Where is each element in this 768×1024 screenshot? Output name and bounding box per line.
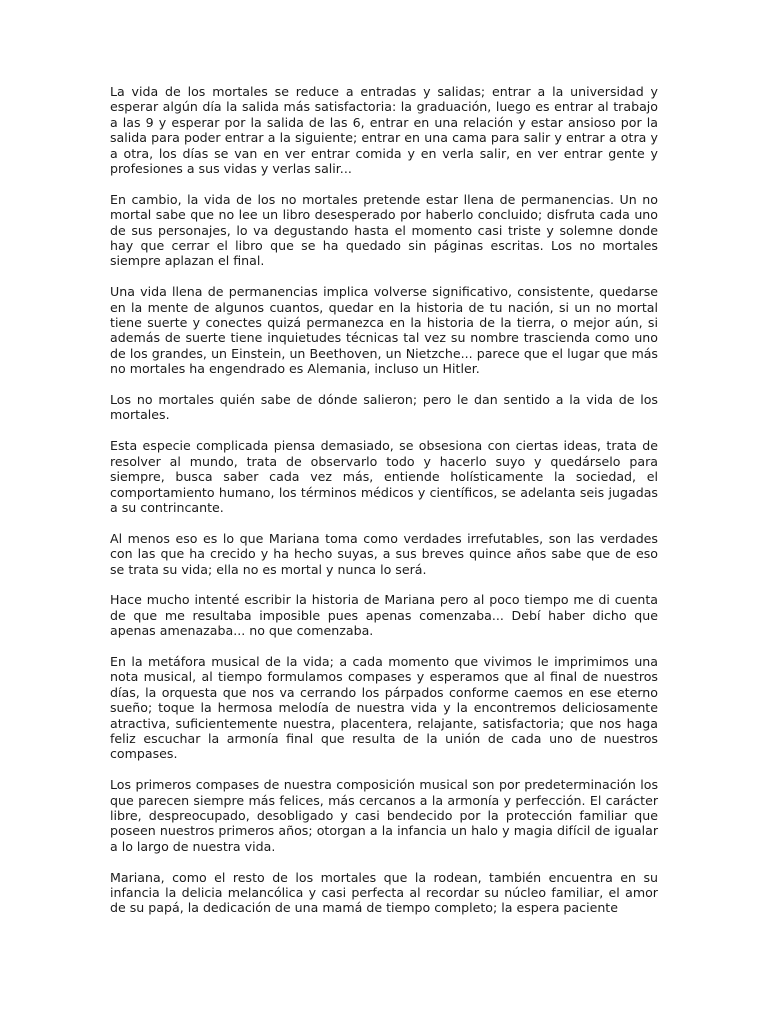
paragraph-10: Mariana, como el resto de los mortales que la rodean, también encuentra en su infancia la delicia melancólica y casi perfecta al recordar su núcleo familiar, el amor de su papá, la dedicación de una mamá de tiempo completo; la espera paciente	[110, 869, 658, 916]
paragraph-5: Esta especie complicada piensa demasiado, se obsesiona con ciertas ideas, trata de resolver al mundo, trata de observarlo todo y hacerlo suyo y quedárselo para siempre, busca saber cada vez más, entiende holísticamente la sociedad, el comportamiento humano, los términos médicos y científicos, se adelanta seis jugadas a su contrincante.	[110, 438, 658, 515]
paragraph-6: Al menos eso es lo que Mariana toma como verdades irrefutables, son las verdades con las que ha crecido y ha hecho suyas, a sus breves quince años sabe que de eso se trata su vida; ella no es mortal y nunca lo será.	[110, 530, 658, 577]
paragraph-9: Los primeros compases de nuestra composición musical son por predeterminación los que parecen siempre más felices, más cercanos a la armonía y perfección. El carácter libre, despreocupado, desobligado y casi bendecido por la protección familiar que poseen nuestros primeros años; otorgan a la infancia un halo y magia difícil de igualar a lo largo de nuestra vida.	[110, 777, 658, 854]
paragraph-2: En cambio, la vida de los no mortales pretende estar llena de permanencias. Un no mortal sabe que no lee un libro desesperado por haberlo concluido; disfruta cada uno de sus personajes, lo va degustando hasta el momento casi triste y solemne donde hay que cerrar el libro que se ha quedado sin páginas escritas. Los no mortales siempre aplazan el final.	[110, 191, 658, 269]
paragraph-7: Hace mucho intenté escribir la historia de Mariana pero al poco tiempo me di cuenta de que me resultaba imposible pues apenas comenzaba... Debí haber dicho que apenas amenazaba... no que comenzaba.	[110, 592, 658, 639]
paragraph-8: En la metáfora musical de la vida; a cada momento que vivimos le imprimimos una nota musical, al tiempo formulamos compases y esperamos que al final de nuestros días, la orquesta que nos va cerrando los párpados conforme caemos en ese eterno sueño; toque la hermosa melodía de nuestra vida y la encontremos deliciosamente atractiva, suficientemente nuestra, placentera, relajante, satisfactoria; que nos haga feliz escuchar la armonía final que resulta de la unión de cada uno de nuestros compases.	[110, 653, 658, 762]
paragraph-4: Los no mortales quién sabe de dónde salieron; pero le dan sentido a la vida de los mortales.	[110, 392, 658, 423]
paragraph-3: Una vida llena de permanencias implica volverse significativo, consistente, quedarse en la mente de algunos cuantos, quedar en la historia de tu nación, si un no mortal tiene suerte y conectes quizá permanezca en la historia de la tierra, o mejor aún, si además de suerte tiene inquietudes técnicas tal vez su nombre trascienda como uno de los grandes, un Einstein, un Beethoven, un Nietzche... parece que el lugar que más no mortales ha engendrado es Alemania, incluso un Hitler.	[110, 284, 658, 377]
document-page	[110, 84, 658, 931]
paragraph-1: La vida de los mortales se reduce a entradas y salidas; entrar a la universidad y esperar algún día la salida más satisfactoria: la graduación, luego es entrar al trabajo a las 9 y esperar por la salida de las 6, entrar en una relación y estar ansioso por la salida para poder entrar a la siguiente; entrar en una cama para salir y entrar a otra y a otra, los días se van en ver entrar comida y en verla salir, en ver entrar gente y profesiones a sus vidas y verlas salir...	[110, 84, 658, 177]
